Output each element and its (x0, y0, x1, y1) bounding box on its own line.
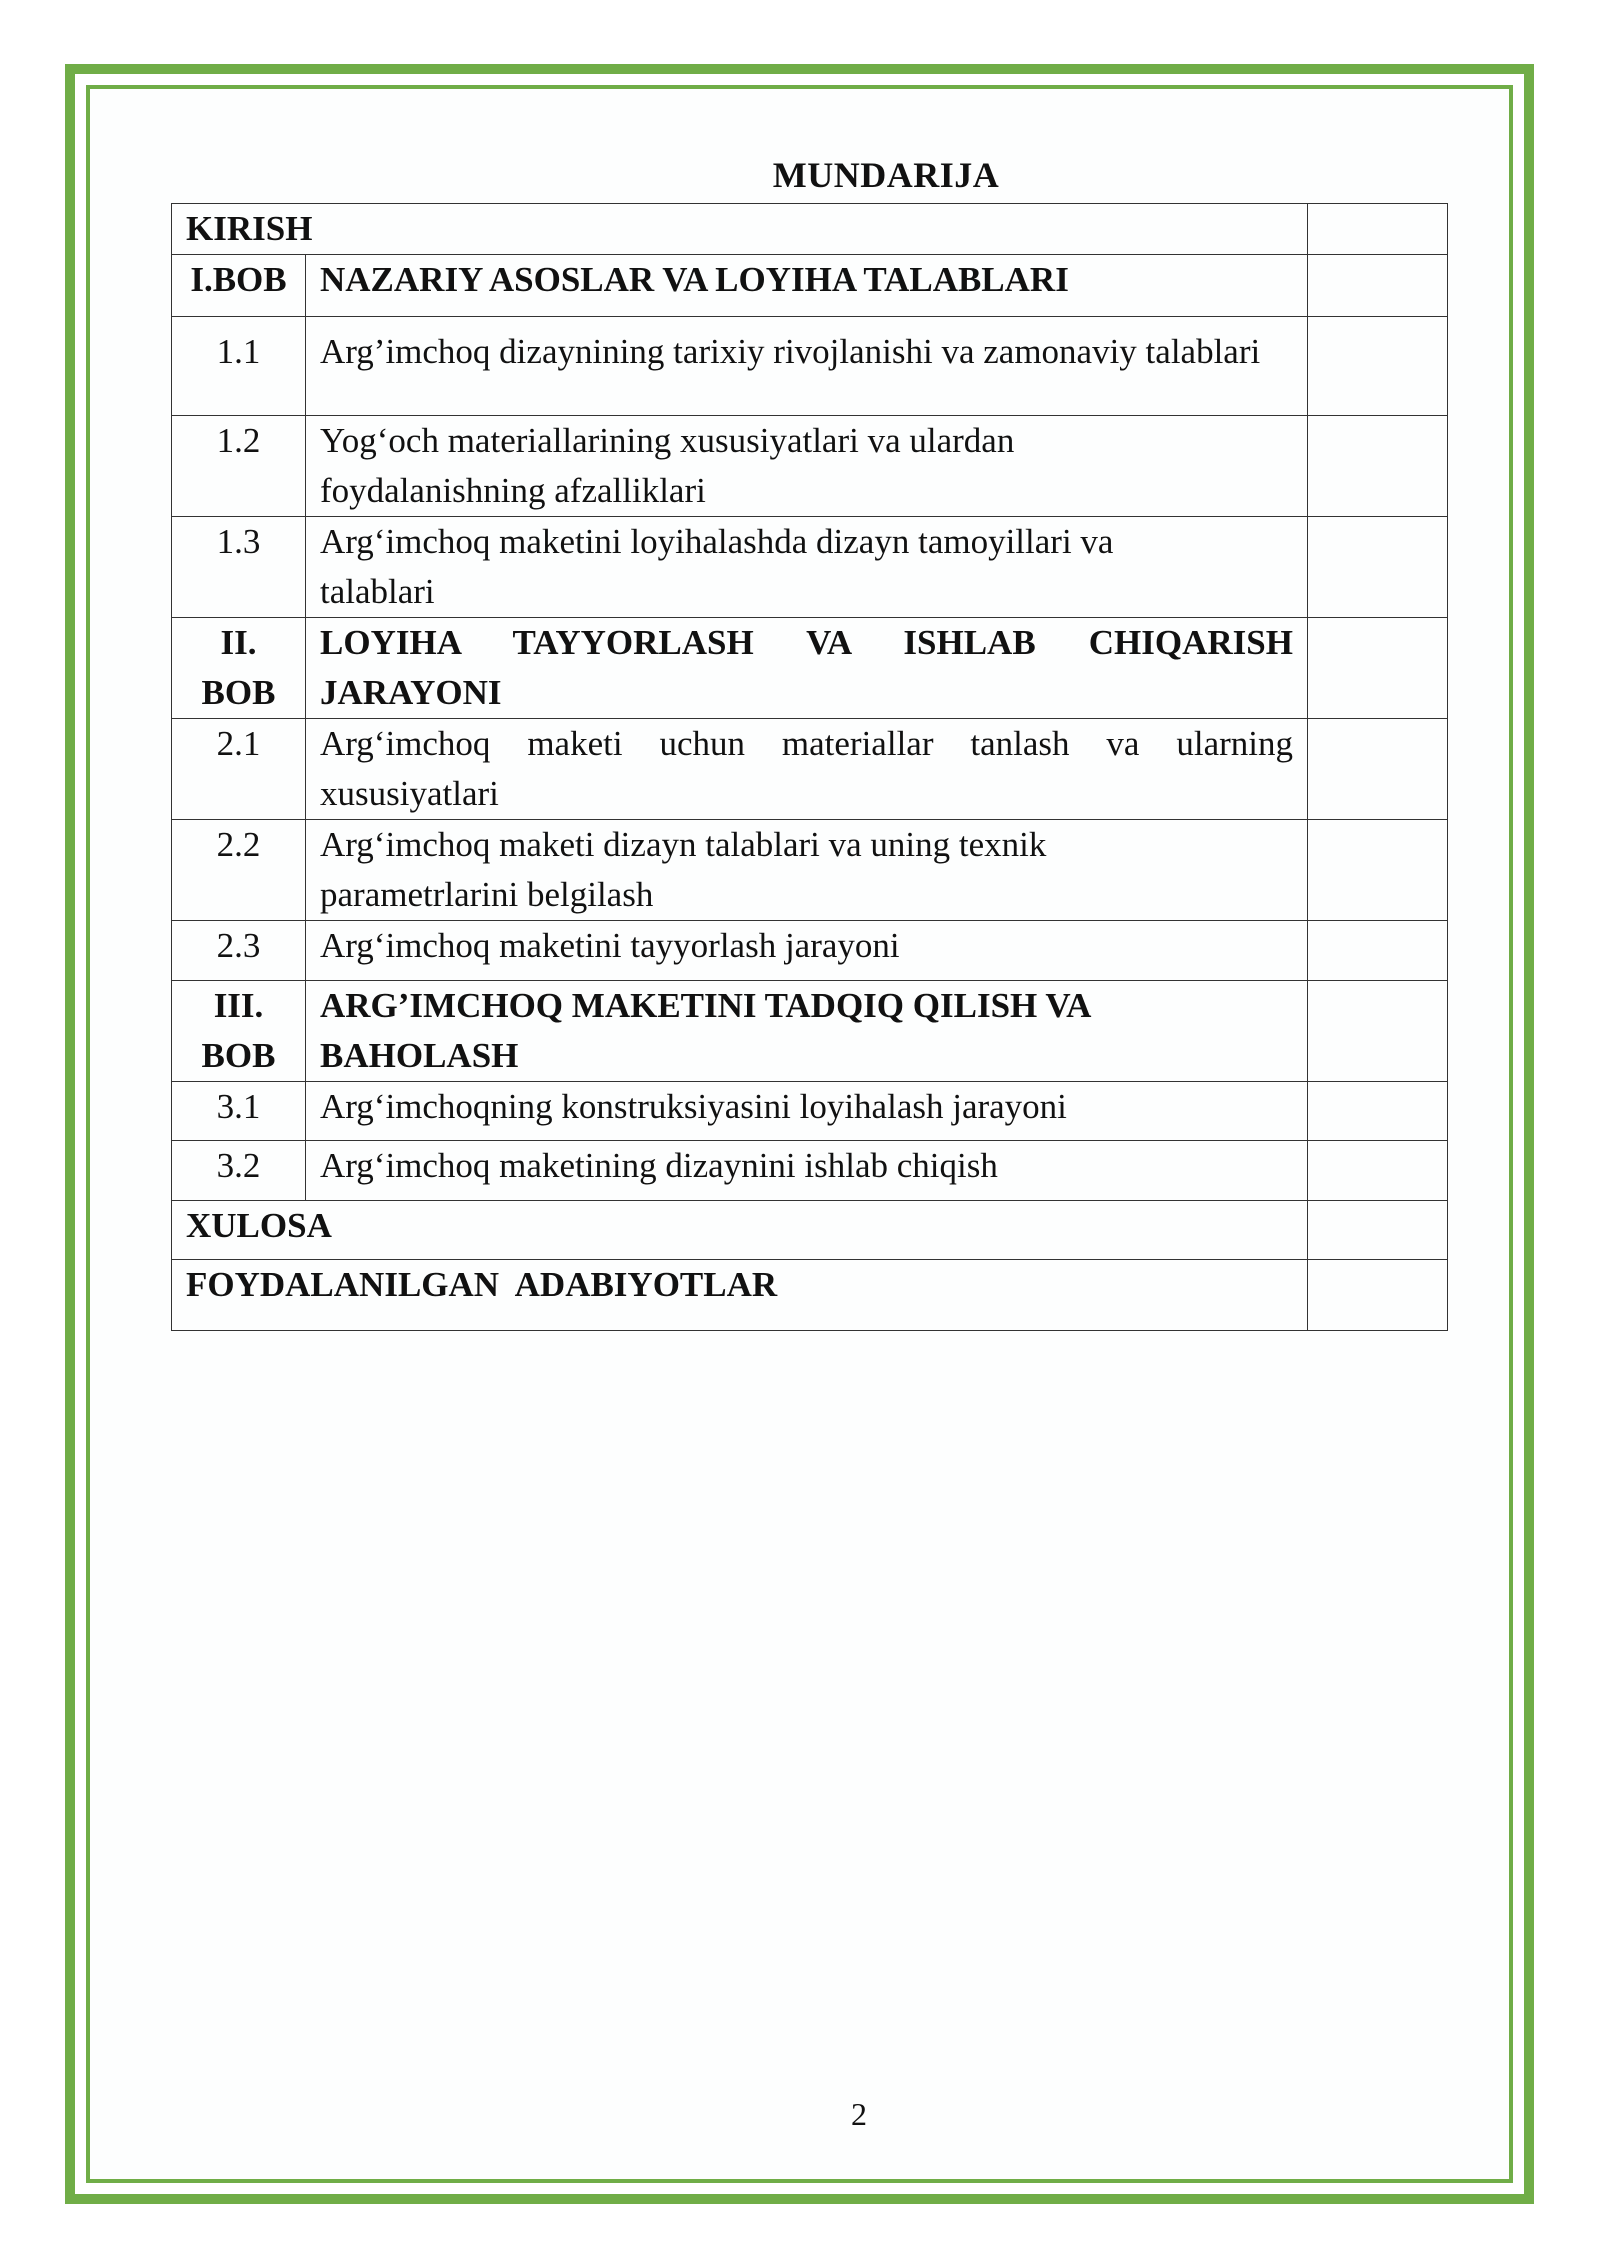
toc-row-chapter-2 (172, 618, 1448, 719)
toc-page-cell (1308, 255, 1448, 317)
toc-page-cell (1308, 1141, 1448, 1201)
page-number: 2 (851, 2096, 867, 2132)
toc-page-cell (1308, 820, 1448, 921)
toc-chapter-title (306, 981, 1308, 1082)
toc-row-section (172, 921, 1448, 981)
toc-row-section (172, 1082, 1448, 1141)
toc-chapter-title: LOYIHA TAYYORLASH VA ISHLAB CHIQARISH JARAYONI (306, 618, 1308, 719)
toc-page-cell (1308, 981, 1448, 1082)
toc-section-title: Arg‘imchoq maketini tayyorlash jarayoni (306, 921, 1308, 981)
page-title: MUNDARIJA (772, 155, 1000, 195)
toc-page-cell (1308, 1260, 1448, 1331)
toc-page-cell (1308, 204, 1448, 255)
toc-entry-adabiyotlar: FOYDALANILGAN ADABIYOTLAR (172, 1260, 1308, 1331)
toc-row-section (172, 719, 1448, 820)
toc-row-section (172, 1141, 1448, 1201)
toc-row-chapter-3 (172, 981, 1448, 1082)
toc-section-title (306, 820, 1308, 921)
toc-section-number: 1.1 (172, 317, 306, 416)
toc-section-number: 1.2 (172, 416, 306, 517)
toc-section-title-text: Yog‘och materiallarining xususiyatlari va ulardan foydalanishning afzalliklari (320, 421, 1015, 510)
toc-chapter-number (172, 618, 306, 719)
toc-page-cell (1308, 517, 1448, 618)
toc-chapter-number-line2: BOB (201, 1036, 276, 1075)
toc-row-adabiyotlar (172, 1260, 1448, 1331)
toc-row-section (172, 416, 1448, 517)
toc-page-cell (1308, 618, 1448, 719)
toc-section-title: Arg‘imchoq maketining dizaynini ishlab chiqish (306, 1141, 1308, 1201)
toc-chapter-number (172, 981, 306, 1082)
toc-section-number: 2.1 (172, 719, 306, 820)
toc-chapter-number-line2: BOB (201, 673, 276, 712)
toc-row-chapter-1 (172, 255, 1448, 317)
toc-row-section (172, 317, 1448, 416)
toc-page-cell (1308, 317, 1448, 416)
toc-section-title-text: Arg‘imchoq maketini loyihalashda dizayn tamoyillari va talablari (320, 522, 1114, 611)
toc-entry-xulosa: XULOSA (172, 1201, 1308, 1260)
toc-chapter-number-line1: II. (220, 623, 257, 662)
toc-page-cell (1308, 719, 1448, 820)
toc-chapter-number-line1: III. (213, 986, 264, 1025)
toc-row-xulosa (172, 1201, 1448, 1260)
table-of-contents (171, 203, 1448, 1331)
toc-section-number: 2.2 (172, 820, 306, 921)
toc-section-title-text: Arg‘imchoq maketi dizayn talablari va uning texnik parametrlarini belgilash (320, 825, 1047, 914)
toc-page-cell (1308, 1201, 1448, 1260)
toc-page-cell (1308, 921, 1448, 981)
toc-entry-kirish: KIRISH (172, 204, 1308, 255)
toc-section-title (306, 416, 1308, 517)
toc-row-section (172, 517, 1448, 618)
toc-section-number: 3.1 (172, 1082, 306, 1141)
toc-section-number: 3.2 (172, 1141, 306, 1201)
toc-section-title: Arg‘imchoqning konstruksiyasini loyihalash jarayoni (306, 1082, 1308, 1141)
toc-chapter-title: NAZARIY ASOSLAR VA LOYIHA TALABLARI (306, 255, 1308, 317)
toc-section-title: Arg’imchoq dizaynining tarixiy rivojlanishi va zamonaviy talablari (306, 317, 1308, 416)
toc-section-number: 2.3 (172, 921, 306, 981)
toc-section-number: 1.3 (172, 517, 306, 618)
toc-page-cell (1308, 1082, 1448, 1141)
toc-chapter-title-text: ARG’IMCHOQ MAKETINI TADQIQ QILISH VA BAHOLASH (320, 986, 1090, 1075)
toc-page-cell (1308, 416, 1448, 517)
toc-chapter-number: I.BOB (172, 255, 306, 317)
toc-section-title (306, 517, 1308, 618)
toc-row-section (172, 820, 1448, 921)
toc-row-kirish (172, 204, 1448, 255)
toc-section-title: Arg‘imchoq maketi uchun materiallar tanlash va ularning xususiyatlari (306, 719, 1308, 820)
